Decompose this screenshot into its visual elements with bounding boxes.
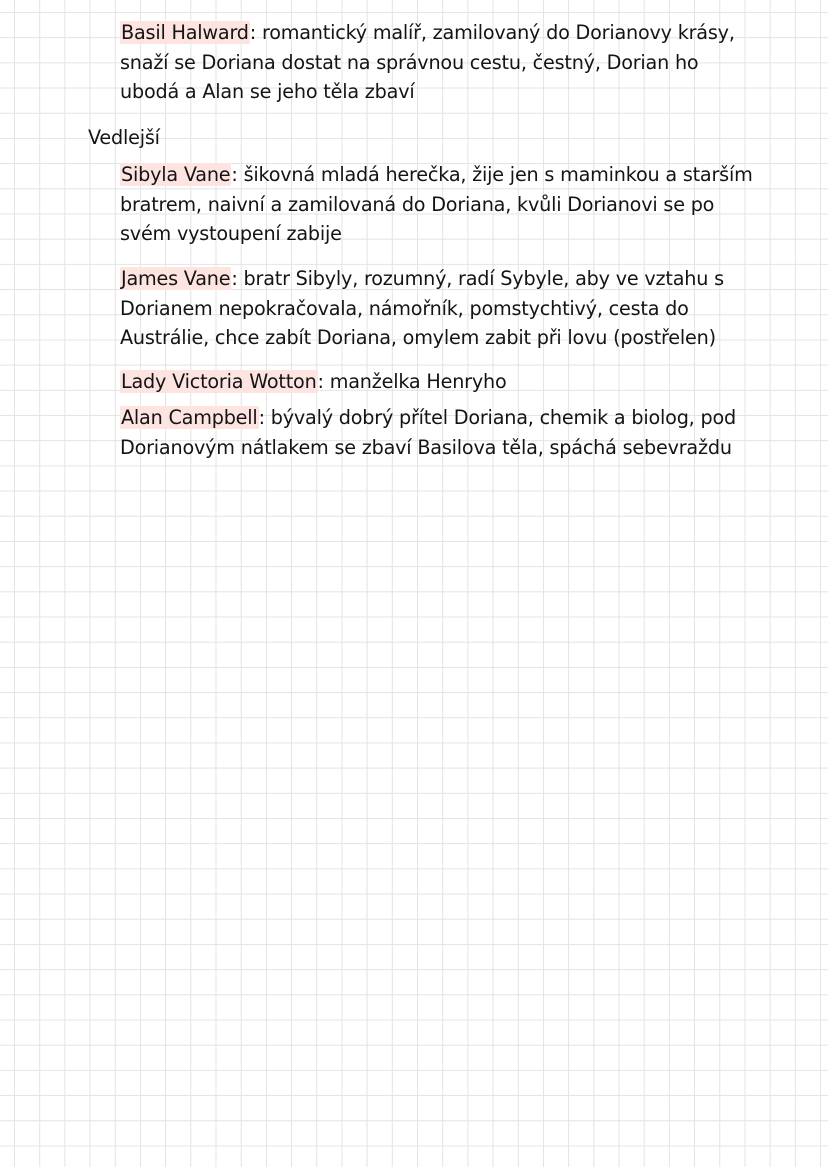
character-name: Alan Campbell [121, 406, 258, 429]
character-entry-sibyla-vane [120, 160, 826, 249]
character-entry-james-vane [120, 264, 826, 353]
character-description: : bývalý dobrý přítel Doriana, chemik a biolog, pod Dorianovým nátlakem se zbaví Basilova těla, spáchá sebevraždu [120, 406, 736, 459]
character-name: Basil Halward [121, 21, 249, 44]
character-description: : romantický malíř, zamilovaný do Dorianovy krásy, snaží se Doriana dostat na správnou cestu, čestný, Dorian ho ubodá a Alan se jeho těla zbaví [120, 21, 735, 103]
character-name: James Vane [121, 267, 231, 290]
character-description: : bratr Sibyly, rozumný, radí Sybyle, aby ve vztahu s Dorianem nepokračovala, námořník, pomstychtivý, cesta do Austrálie, chce zabít Doriana, omylem zabit při lovu (postřelen) [120, 267, 724, 349]
character-entry-basil-halward [120, 18, 826, 107]
character-name: Sibyla Vane [121, 163, 231, 186]
character-name: Lady Victoria Wotton [121, 370, 317, 393]
character-entry-lady-victoria-wotton [120, 367, 826, 397]
character-entry-alan-campbell [120, 403, 826, 462]
character-description: : manželka Henryho [317, 370, 507, 393]
character-description: : šikovná mladá herečka, žije jen s maminkou a starším bratrem, naivní a zamilovaná do Doriana, kvůli Dorianovi se po svém vystoupení zabije [120, 163, 753, 245]
section-heading-secondary: Vedlejší [88, 126, 160, 149]
